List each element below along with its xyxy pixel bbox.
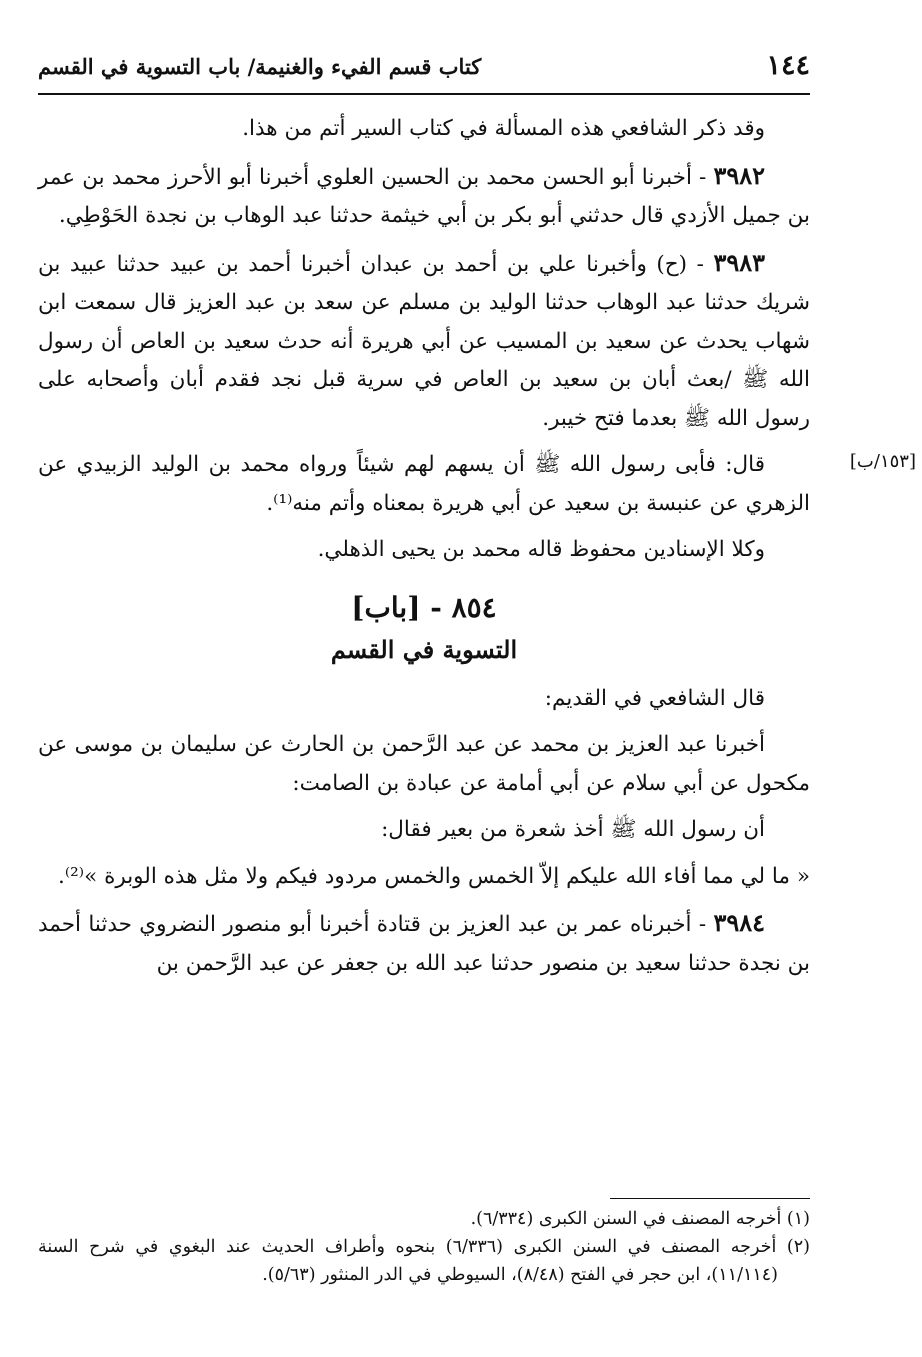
hadith-text: - أخبرنا أبو الحسن محمد بن الحسين العلوي أخبرنا أبو الأحرز محمد بن عمر بن جميل الأزدي قال حدثني أبو بكر بن أبي خيثمة حدثنا عبد الوهاب بن نجدة الحَوْطِي. xyxy=(38,164,810,228)
paragraph: وقد ذكر الشافعي هذه المسألة في كتاب السير أتم من هذا. xyxy=(242,116,765,141)
chapter-subtitle: التسوية في القسم xyxy=(330,634,518,664)
running-title: كتاب قسم الفيء والغنيمة/ باب التسوية في القسم xyxy=(38,54,482,79)
paragraph: قال الشافعي في القديم: xyxy=(544,685,765,711)
main-text xyxy=(38,110,810,991)
hadith-3983 xyxy=(38,244,810,439)
footnote-2: (٢) أخرجه المصنف في السنن الكبرى (٦/٣٣٦) بنحوه وأطراف الحديث عند البغوي في شرح السنة (١١/١١٤)، ابن حجر في الفتح (٨/٤٨)، السيوطي في الدر المنثور (٥/٦٣). xyxy=(38,1237,810,1285)
hadith-number: ٣٩٨٤ xyxy=(713,908,765,937)
paragraph: أن رسول الله ﷺ أخذ شعرة من بعير فقال: xyxy=(381,817,765,842)
footnote-1: (١) أخرجه المصنف في السنن الكبرى (٦/٣٣٤). xyxy=(470,1209,810,1229)
hadith-number: ٣٩٨٢ xyxy=(713,160,765,190)
hadith-text: - (ح) وأخبرنا علي بن أحمد بن عبدان أخبرنا أحمد بن عبيد حدثنا عبيد بن شريك حدثنا عبد الوهاب حدثنا الوليد بن مسلم عن سعد بن عبد العزيز قال سمعت ابن شهاب يحدث عن سعيد بن المسيب عن أبي هريرة أنه حدث سعيد بن العاص أن رسول الله ﷺ /بعث أبان بن سعيد بن العاص في سرية قبل نجد فقدم أبان وأصحابه على رسول الله ﷺ بعدما فتح خيبر. xyxy=(38,251,810,431)
paragraph: وكلا الإسنادين محفوظ قاله محمد بن يحيى الذهلي. xyxy=(317,537,765,562)
paragraph: أخبرنا عبد العزيز بن محمد عن عبد الرَّحمن بن الحارث عن سليمان بن موسى عن مكحول عن أبي سلام عن أبي أمامة عن عبادة بن الصامت: xyxy=(38,732,810,796)
quoted-hadith: « ما لي مما أفاء الله عليكم إلاّ الخمس والخمس مردود فيكم ولا مثل هذه الوبرة »⁽²⁾. xyxy=(58,863,810,889)
header-rule xyxy=(38,93,810,95)
hadith-3984 xyxy=(38,904,810,983)
hadith-3982 xyxy=(38,157,810,236)
margin-folio-note: [١٥٣/ب] xyxy=(849,451,916,472)
hadith-number: ٣٩٨٣ xyxy=(713,247,765,277)
footnote-rule xyxy=(610,1198,810,1199)
paragraph: قال: فأبى رسول الله ﷺ أن يسهم لهم شيئاً ورواه محمد بن الوليد الزبيدي عن الزهري عن عنبسة بن سعيد عن أبي هريرة بمعناه وأتم منه⁽¹⁾. xyxy=(38,452,810,516)
page-number: ١٤٤ xyxy=(766,50,810,81)
chapter-heading: ٨٥٤ - [باب] xyxy=(351,590,497,624)
page-header xyxy=(38,48,810,88)
footnotes xyxy=(38,1205,810,1289)
hadith-text: - أخبرناه عمر بن عبد العزيز بن قتادة أخبرنا أبو منصور النضروي حدثنا أحمد بن نجدة حدثنا سعيد بن منصور حدثنا عبد الله بن جعفر عن عبد الرَّحمن بن xyxy=(38,912,810,976)
